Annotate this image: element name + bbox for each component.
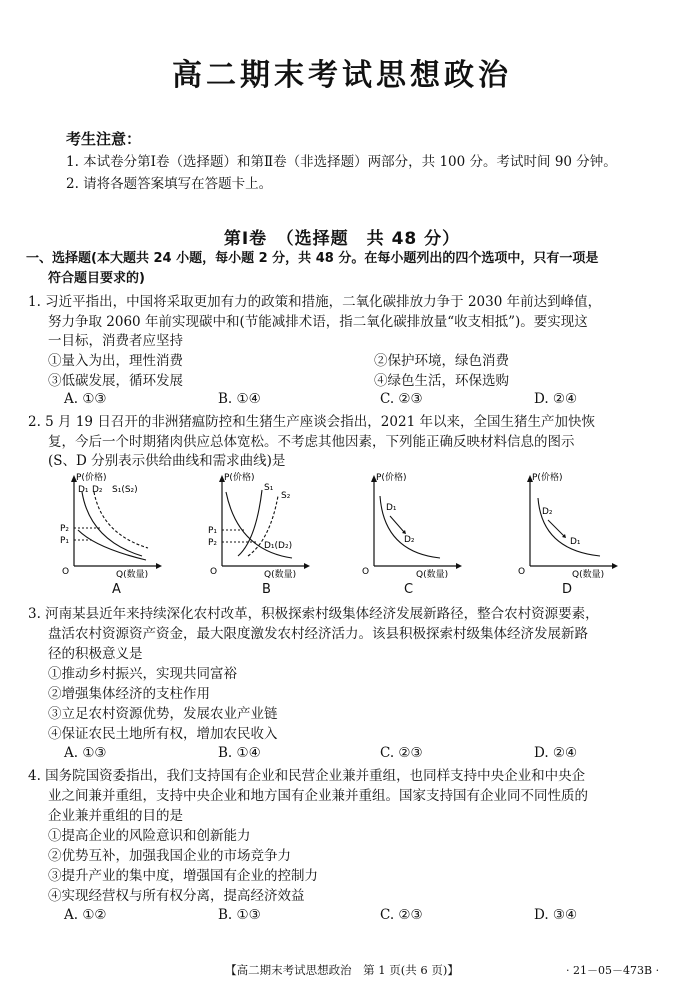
q3-item: ①推动乡村振兴，实现共同富裕 [48, 666, 237, 682]
y-axis-label: P(价格) [376, 473, 407, 483]
origin-label: O [362, 567, 370, 577]
shift-arrow [390, 516, 404, 532]
x-axis-label: Q(数量) [572, 570, 605, 580]
figure-a-caption: A [112, 582, 121, 597]
q4-stem: 业之间兼并重组，支持中央企业和地方国有企业兼并重组。国家支持国有企业同不同性质的 [48, 788, 588, 804]
q4-stem: 企业兼并重组的目的是 [48, 808, 183, 824]
label-p2: P₂ [208, 538, 218, 548]
figure-c [356, 470, 466, 580]
q4-item: ①提高企业的风险意识和创新能力 [48, 828, 251, 844]
figure-a [56, 470, 166, 580]
q3-item: ③立足农村资源优势，发展农业产业链 [48, 706, 278, 722]
q4-item: ②优势互补，加强我国企业的市场竞争力 [48, 848, 291, 864]
x-arrow [156, 563, 162, 569]
notice-heading: 考生注意： [66, 130, 142, 148]
y-axis-label: P(价格) [532, 473, 563, 483]
page-footer: 【高二期末考试思想政治 第 1 页(共 6 页)】 [225, 963, 459, 977]
origin-label: O [210, 567, 218, 577]
q3-stem: 径的积极意义是 [48, 646, 143, 662]
q1-option-a: A. ①③ [64, 391, 107, 407]
q3-stem: 盘活农村资源资产资金，最大限度激发农村经济活力。该县积极探索村级集体经济发展新路 [48, 626, 588, 642]
x-axis-label: Q(数量) [264, 570, 297, 580]
demand-curve-d2 [94, 492, 148, 548]
q1-item: ③低碳发展，循环发展 [48, 373, 183, 389]
notice-item: 2. 请将各题答案填写在答题卡上。 [66, 176, 273, 192]
page-title: 高二期末考试思想政治 [172, 58, 512, 93]
figure-d-caption: D [562, 582, 573, 597]
label-d1: D₁ [78, 485, 89, 495]
x-axis-label: Q(数量) [416, 570, 449, 580]
y-axis-label: P(价格) [76, 473, 107, 483]
q4-option-d: D. ③④ [534, 907, 578, 923]
q4-option-b: B. ①③ [218, 907, 261, 923]
q2-stem: 复，今后一个时期猪肉供应总体宽松。不考虑其他因素，下列能正确反映材料信息的图示 [48, 434, 575, 450]
instructions-line: 符合题目要求的) [48, 271, 145, 286]
label-p2: P₂ [60, 524, 70, 534]
q4-item: ④实现经营权与所有权分离，提高经济效益 [48, 888, 305, 904]
instructions-line: 一、选择题(本大题共 24 小题，每小题 2 分，共 48 分。在每小题列出的四个选项中，只有一项是 [26, 251, 599, 266]
q4-stem: 4. 国务院国资委指出，我们支持国有企业和民营企业兼并重组，也同样支持中央企业和中央企 [28, 768, 586, 784]
q1-option-b: B. ①④ [218, 391, 261, 407]
label-s1: S₁ [264, 483, 274, 493]
x-arrow [304, 563, 310, 569]
q4-item: ③提升产业的集中度，增强国有企业的控制力 [48, 868, 318, 884]
q1-stem: 1. 习近平指出，中国将采取更加有力的政策和措施，二氧化碳排放力争于 2030 年前达到峰值， [28, 294, 602, 310]
label-d2: D₂ [542, 507, 553, 517]
label-s: S₁(S₂) [112, 485, 138, 495]
origin-label: O [62, 567, 70, 577]
label-d1: D₁ [570, 537, 581, 547]
figure-b-graph [204, 470, 314, 580]
q1-option-c: C. ②③ [380, 391, 423, 407]
q1-stem: 一目标，消费者应坚持 [48, 333, 183, 349]
label-p1: P₁ [60, 536, 70, 546]
supply-curve [78, 530, 146, 560]
label-p1: P₁ [208, 526, 218, 536]
section-title: 第Ⅰ卷 （选择题 共 48 分） [223, 229, 461, 249]
notice-item: 1. 本试卷分第Ⅰ卷（选择题）和第Ⅱ卷（非选择题）两部分，共 100 分。考试时间 90 分钟。 [66, 154, 617, 170]
x-arrow [612, 563, 618, 569]
label-d2: D₂ [92, 485, 103, 495]
q1-item: ④绿色生活，环保选购 [374, 373, 509, 389]
figure-d-graph [512, 470, 622, 580]
q3-item: ④保证农民土地所有权，增加农民收入 [48, 726, 278, 742]
q3-option-b: B. ①④ [218, 745, 261, 761]
q1-item: ②保护环境，绿色消费 [374, 353, 509, 369]
y-axis-label: P(价格) [224, 473, 255, 483]
figure-a-graph [56, 470, 166, 580]
footer-code: · 21－05－473B · [566, 964, 660, 977]
q1-stem: 努力争取 2060 年前实现碳中和(节能减排术语，指二氧化碳排放量“收支相抵”)。要实现这 [48, 314, 588, 330]
label-s2: S₂ [281, 491, 291, 501]
q1-item: ①量入为出，理性消费 [48, 353, 183, 369]
figure-c-caption: C [404, 582, 414, 597]
demand-curve-d1 [82, 492, 142, 556]
label-d2: D₂ [404, 535, 415, 545]
origin-label: O [518, 567, 526, 577]
q1-option-d: D. ②④ [534, 391, 578, 407]
figure-b [204, 470, 314, 580]
x-axis-label: Q(数量) [116, 570, 149, 580]
q3-item: ②增强集体经济的支柱作用 [48, 686, 210, 702]
q3-option-d: D. ②④ [534, 745, 578, 761]
label-d: D₁(D₂) [264, 541, 293, 551]
figure-d [512, 470, 622, 580]
label-d1: D₁ [386, 503, 397, 513]
x-arrow [456, 563, 462, 569]
q4-option-c: C. ②③ [380, 907, 423, 923]
figure-c-graph [356, 470, 466, 580]
figure-b-caption: B [262, 582, 271, 597]
q2-stem: 2. 5 月 19 日召开的非洲猪瘟防控和生猪生产座谈会指出，2021 年以来，全国生猪生产加快恢 [28, 414, 595, 430]
q3-option-a: A. ①③ [64, 745, 107, 761]
q3-option-c: C. ②③ [380, 745, 423, 761]
q3-stem: 3. 河南某县近年来持续深化农村改革，积极探索村级集体经济发展新路径，整合农村资源要素， [28, 606, 599, 622]
q2-stem: (S、D 分别表示供给曲线和需求曲线)是 [48, 453, 286, 469]
q4-option-a: A. ①② [64, 907, 107, 923]
